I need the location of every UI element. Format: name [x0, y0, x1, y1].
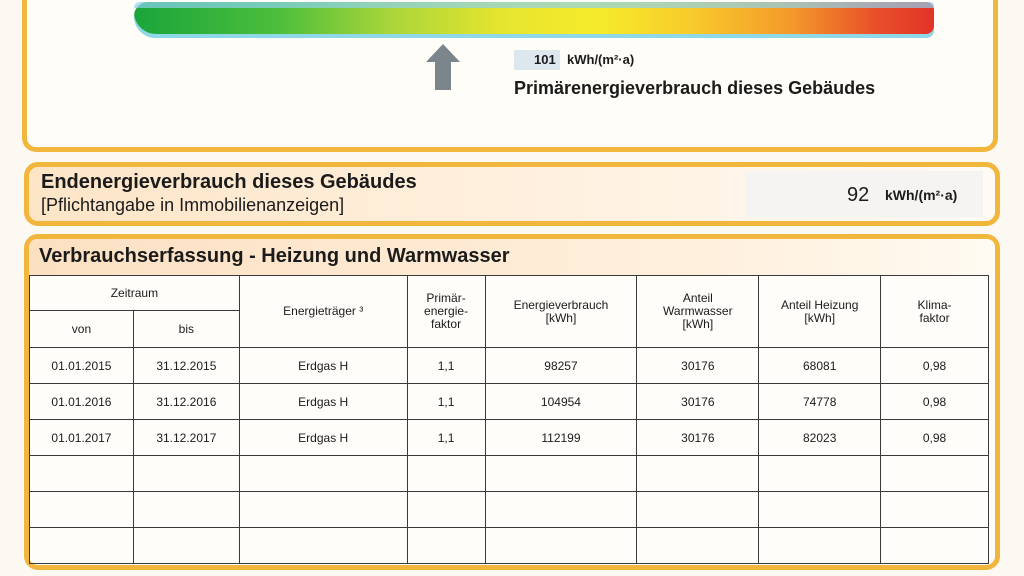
table-row [30, 348, 989, 384]
header-bis: bis [133, 311, 239, 348]
cell-bis: 31.12.2016 [133, 384, 239, 420]
cell-von: 01.01.2016 [30, 384, 134, 420]
empty-cell [485, 456, 637, 492]
pointer-arrow-icon [424, 42, 462, 92]
empty-cell [407, 528, 485, 564]
cell-klima: 0,98 [881, 384, 989, 420]
cell-warmwasser: 30176 [637, 348, 759, 384]
empty-table-row [30, 528, 989, 564]
cell-faktor: 1,1 [407, 384, 485, 420]
header-verbrauch-line1: Energieverbrauch [513, 297, 609, 312]
empty-cell [30, 528, 134, 564]
header-klima-line1: Klima- [917, 297, 952, 312]
header-heizung [759, 276, 881, 348]
cell-faktor: 1,1 [407, 348, 485, 384]
header-primaerenergiefaktor [407, 276, 485, 348]
final-energy-value: 92 [847, 184, 870, 206]
empty-cell [239, 528, 407, 564]
cell-klima: 0,98 [881, 420, 989, 456]
header-klima-line2: faktor [919, 310, 950, 325]
header-warmwasser [637, 276, 759, 348]
empty-cell [239, 456, 407, 492]
empty-table-row [30, 492, 989, 528]
empty-cell [759, 492, 881, 528]
empty-cell [485, 492, 637, 528]
cell-warmwasser: 30176 [637, 384, 759, 420]
energy-scale-bar [134, 2, 934, 38]
empty-cell [133, 528, 239, 564]
empty-cell [759, 456, 881, 492]
header-heizung-line2: [kWh] [804, 310, 836, 325]
empty-cell [881, 456, 989, 492]
empty-cell [485, 528, 637, 564]
header-energietraeger: Energieträger ³ [239, 276, 407, 348]
cell-bis: 31.12.2015 [133, 348, 239, 384]
cell-heizung: 74778 [759, 384, 881, 420]
empty-cell [133, 456, 239, 492]
final-energy-unit: kWh/(m²·a) [885, 187, 958, 203]
header-warmwasser-line2: Warmwasser [663, 304, 733, 318]
cell-verbrauch: 98257 [485, 348, 637, 384]
cell-traeger: Erdgas H [239, 384, 407, 420]
primary-energy-unit: kWh/(m²·a) [567, 52, 635, 67]
cell-von: 01.01.2015 [30, 348, 134, 384]
consumption-table [29, 275, 989, 564]
empty-cell [133, 492, 239, 528]
cell-bis: 31.12.2017 [133, 420, 239, 456]
final-energy-subtitle: [Pflichtangabe in Immobilienanzeigen] [41, 195, 345, 215]
consumption-table-body [30, 348, 989, 564]
cell-traeger: Erdgas H [239, 348, 407, 384]
cell-heizung: 82023 [759, 420, 881, 456]
empty-cell [407, 456, 485, 492]
header-primaer-line2: energie- [424, 304, 469, 318]
empty-cell [30, 492, 134, 528]
empty-cell [881, 492, 989, 528]
empty-cell [881, 528, 989, 564]
header-primaer-line3: faktor [431, 317, 462, 331]
empty-cell [759, 528, 881, 564]
empty-cell [30, 456, 134, 492]
final-energy-title: Endenergieverbrauch dieses Gebäudes [41, 171, 417, 193]
empty-cell [637, 456, 759, 492]
cell-klima: 0,98 [881, 348, 989, 384]
cell-traeger: Erdgas H [239, 420, 407, 456]
primary-energy-value: 101 [534, 52, 556, 67]
cell-verbrauch: 104954 [485, 384, 637, 420]
header-primaer-line1: Primär- [426, 291, 466, 305]
final-energy-panel [24, 162, 1000, 226]
header-heizung-line1: Anteil Heizung [781, 297, 859, 312]
header-energieverbrauch [485, 276, 637, 348]
cell-verbrauch: 112199 [485, 420, 637, 456]
cell-von: 01.01.2017 [30, 420, 134, 456]
cell-faktor: 1,1 [407, 420, 485, 456]
cell-heizung: 68081 [759, 348, 881, 384]
empty-cell [637, 492, 759, 528]
empty-cell [407, 492, 485, 528]
consumption-title: Verbrauchserfassung - Heizung und Warmwasser [39, 245, 510, 267]
header-warmwasser-line3: [kWh] [682, 317, 714, 331]
primary-energy-scale-panel [22, 0, 998, 152]
header-verbrauch-line2: [kWh] [545, 310, 577, 325]
consumption-record-panel [24, 234, 1000, 570]
table-row [30, 420, 989, 456]
header-warmwasser-line1: Anteil [682, 291, 713, 305]
primary-energy-label: Primärenergieverbrauch dieses Gebäudes [514, 78, 876, 98]
empty-cell [637, 528, 759, 564]
empty-cell [239, 492, 407, 528]
table-row [30, 384, 989, 420]
cell-warmwasser: 30176 [637, 420, 759, 456]
header-zeitraum: Zeitraum [30, 276, 240, 311]
empty-table-row [30, 456, 989, 492]
header-von: von [30, 311, 134, 348]
header-klimafaktor [881, 276, 989, 348]
